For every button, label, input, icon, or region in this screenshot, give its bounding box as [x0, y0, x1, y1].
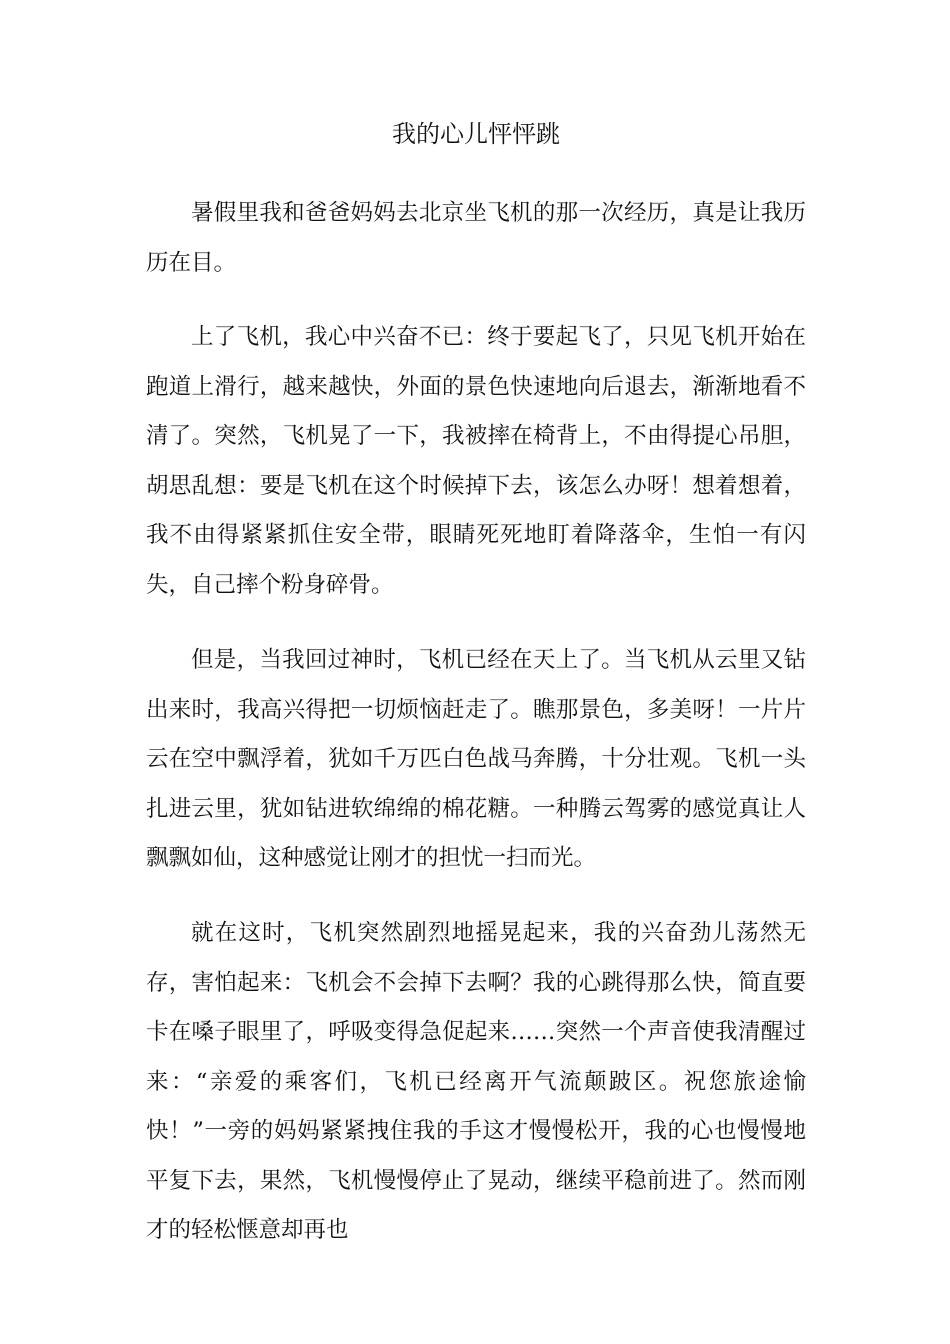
- paragraph-2: 上了飞机，我心中兴奋不已：终于要起飞了，只见飞机开始在跑道上滑行，越来越快，外面的景色快速地向后退去，渐渐地看不清了。突然，飞机晃了一下，我被摔在椅背上，不由得提心吊胆，胡思乱想：要是飞机在这个时候掉下去，该怎么办呀！想着想着，我不由得紧紧抓住安全带，眼睛死死地盯着降落伞，生怕一有闪失，自己摔个粉身碎骨。: [146, 324, 806, 598]
- document-title: 我的心儿怦怦跳: [392, 120, 560, 148]
- paragraph-1: 暑假里我和爸爸妈妈去北京坐飞机的那一次经历，真是让我历历在目。: [146, 200, 806, 276]
- paragraph-4: 就在这时，飞机突然剧烈地摇晃起来，我的兴奋劲儿荡然无存，害怕起来：飞机会不会掉下去啊？我的心跳得那么快，简直要卡在嗓子眼里了，呼吸变得急促起来……突然一个声音使我清醒过来：“亲爱的乘客们，飞机已经离开气流颠跛区。祝您旅途愉快！”一旁的妈妈紧紧拽住我的手这才慢慢松开，我的心也慢慢地平复下去，果然，飞机慢慢停止了晃动，继续平稳前进了。然而刚才的轻松惬意却再也: [146, 920, 806, 1243]
- paragraph-3: 但是，当我回过神时，飞机已经在天上了。当飞机从云里又钻出来时，我高兴得把一切烦恼赶走了。瞧那景色，多美呀！一片片云在空中飘浮着，犹如千万匹白色战马奔腾，十分壮观。飞机一头扎进云里，犹如钻进软绵绵的棉花糖。一种腾云驾雾的感觉真让人飘飘如仙，这种感觉让刚才的担忧一扫而光。: [146, 647, 806, 871]
